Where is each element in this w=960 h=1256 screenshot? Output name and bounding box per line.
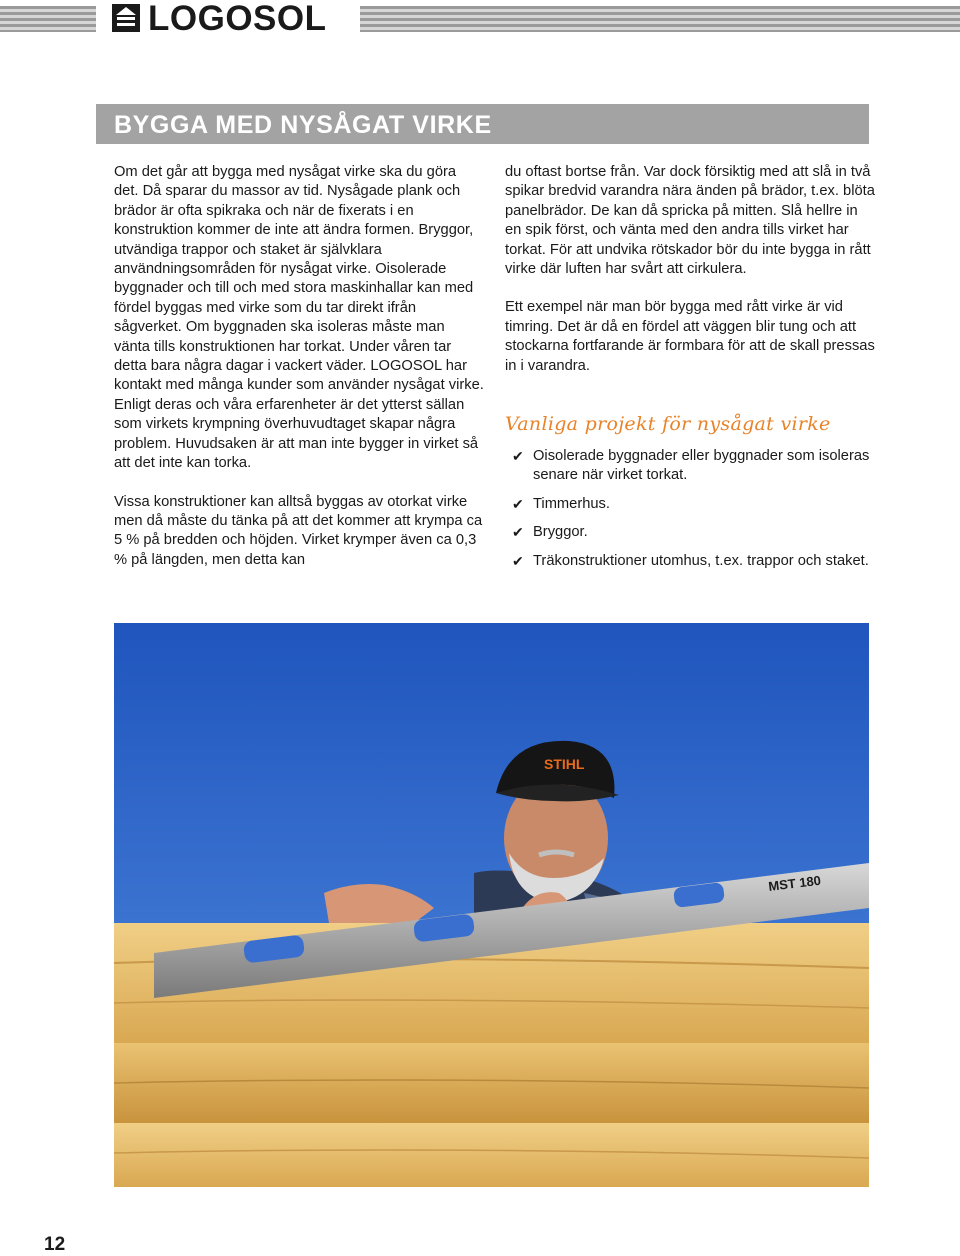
page-title: BYGGA MED NYSÅGAT VIRKE	[114, 111, 492, 139]
logosol-logo	[112, 0, 327, 36]
photo-man-with-spirit-level	[114, 623, 869, 1187]
checklist-item	[512, 447, 872, 486]
left-paragraph-2: Vissa konstruktioner kan alltså byggas av otorkat virke men då måste du tänka på att det kommer att krympa ca 5 % på bredden och höjden. Virket krymper även ca 0,3 % på längden, men detta kan	[114, 493, 483, 568]
log-middle	[114, 1043, 869, 1123]
checkmark-icon: ✔	[512, 495, 524, 512]
checkmark-icon: ✔	[512, 448, 524, 464]
right-column	[505, 163, 875, 376]
checklist-item-text: Bryggor.	[533, 524, 588, 541]
page-number: 12	[44, 1234, 66, 1255]
cap-logo-text: STIHL	[544, 756, 585, 772]
checklist-item-text: Oisolerade byggnader eller byggnader som isoleras senare när virket torkat.	[533, 448, 870, 484]
checkmark-icon: ✔	[512, 524, 524, 541]
header-stripes-left	[0, 6, 96, 32]
checklist-item	[512, 495, 872, 514]
right-paragraph-1: du oftast bortse från. Var dock försiktig med att slå in två spikar bredvid varandra nära änden på brädor, t.ex. blöta panelbrädor. De kan då spricka på mitten. Slå hellre in en spik först, och vänta med den andra tills virket har torkat. För att undvika rötskador bör du inte bygga in rått virke där luften har svårt att cirkulera.	[505, 164, 875, 278]
section-title-band	[96, 104, 869, 144]
right-paragraph-2: Ett exempel när man bör bygga med rått virke är vid timring. Det är då en fördel att väggen blir tung och att stockarna fortfarande är formbara för att de skall pressas in i varandra.	[505, 299, 875, 374]
left-paragraph-1: Om det går att bygga med nysågat virke ska du göra det. Då sparar du massor av tid. Nysågade plank och brädor är ofta spikraka och när de fixerats i en konstruktion kommer de inte att ändra formen. Bryggor, utvändiga trappor och staket är självklara användningsområden för nysågat virke. Oisolerade byggnader och till och med stora maskinhallar kan med fördel byggas med virke som du tar direkt ifrån sågverket. Om byggnaden ska isoleras måste man vänta tills konstruktionen har torkat. Under våren tar detta bara några dagar i vackert väder. LOGOSOL har kontakt med många kunder som använder nysågat virke. Enligt deras och våra erfarenheter är det ytterst sällan som virkets krympning överhuvudtaget skapar några problem. Huvudsaken är att man inte bygger in virket så att det inte kan torka.	[114, 164, 484, 472]
left-column	[114, 163, 484, 570]
checkmark-icon: ✔	[512, 552, 524, 569]
checklist-item	[512, 552, 872, 571]
checklist-item	[512, 523, 872, 542]
projects-subheading: Vanliga projekt för nysågat virke	[505, 413, 831, 435]
logosol-logo-icon	[112, 4, 140, 32]
checklist-item-text: Träkonstruktioner utomhus, t.ex. trappor och staket.	[533, 552, 869, 569]
checklist-item-text: Timmerhus.	[533, 495, 610, 512]
level-brand-text: MST 180	[767, 872, 822, 894]
header-stripes-right	[360, 6, 960, 32]
projects-checklist	[512, 447, 872, 580]
logo-text: LOGOSOL	[148, 0, 327, 38]
